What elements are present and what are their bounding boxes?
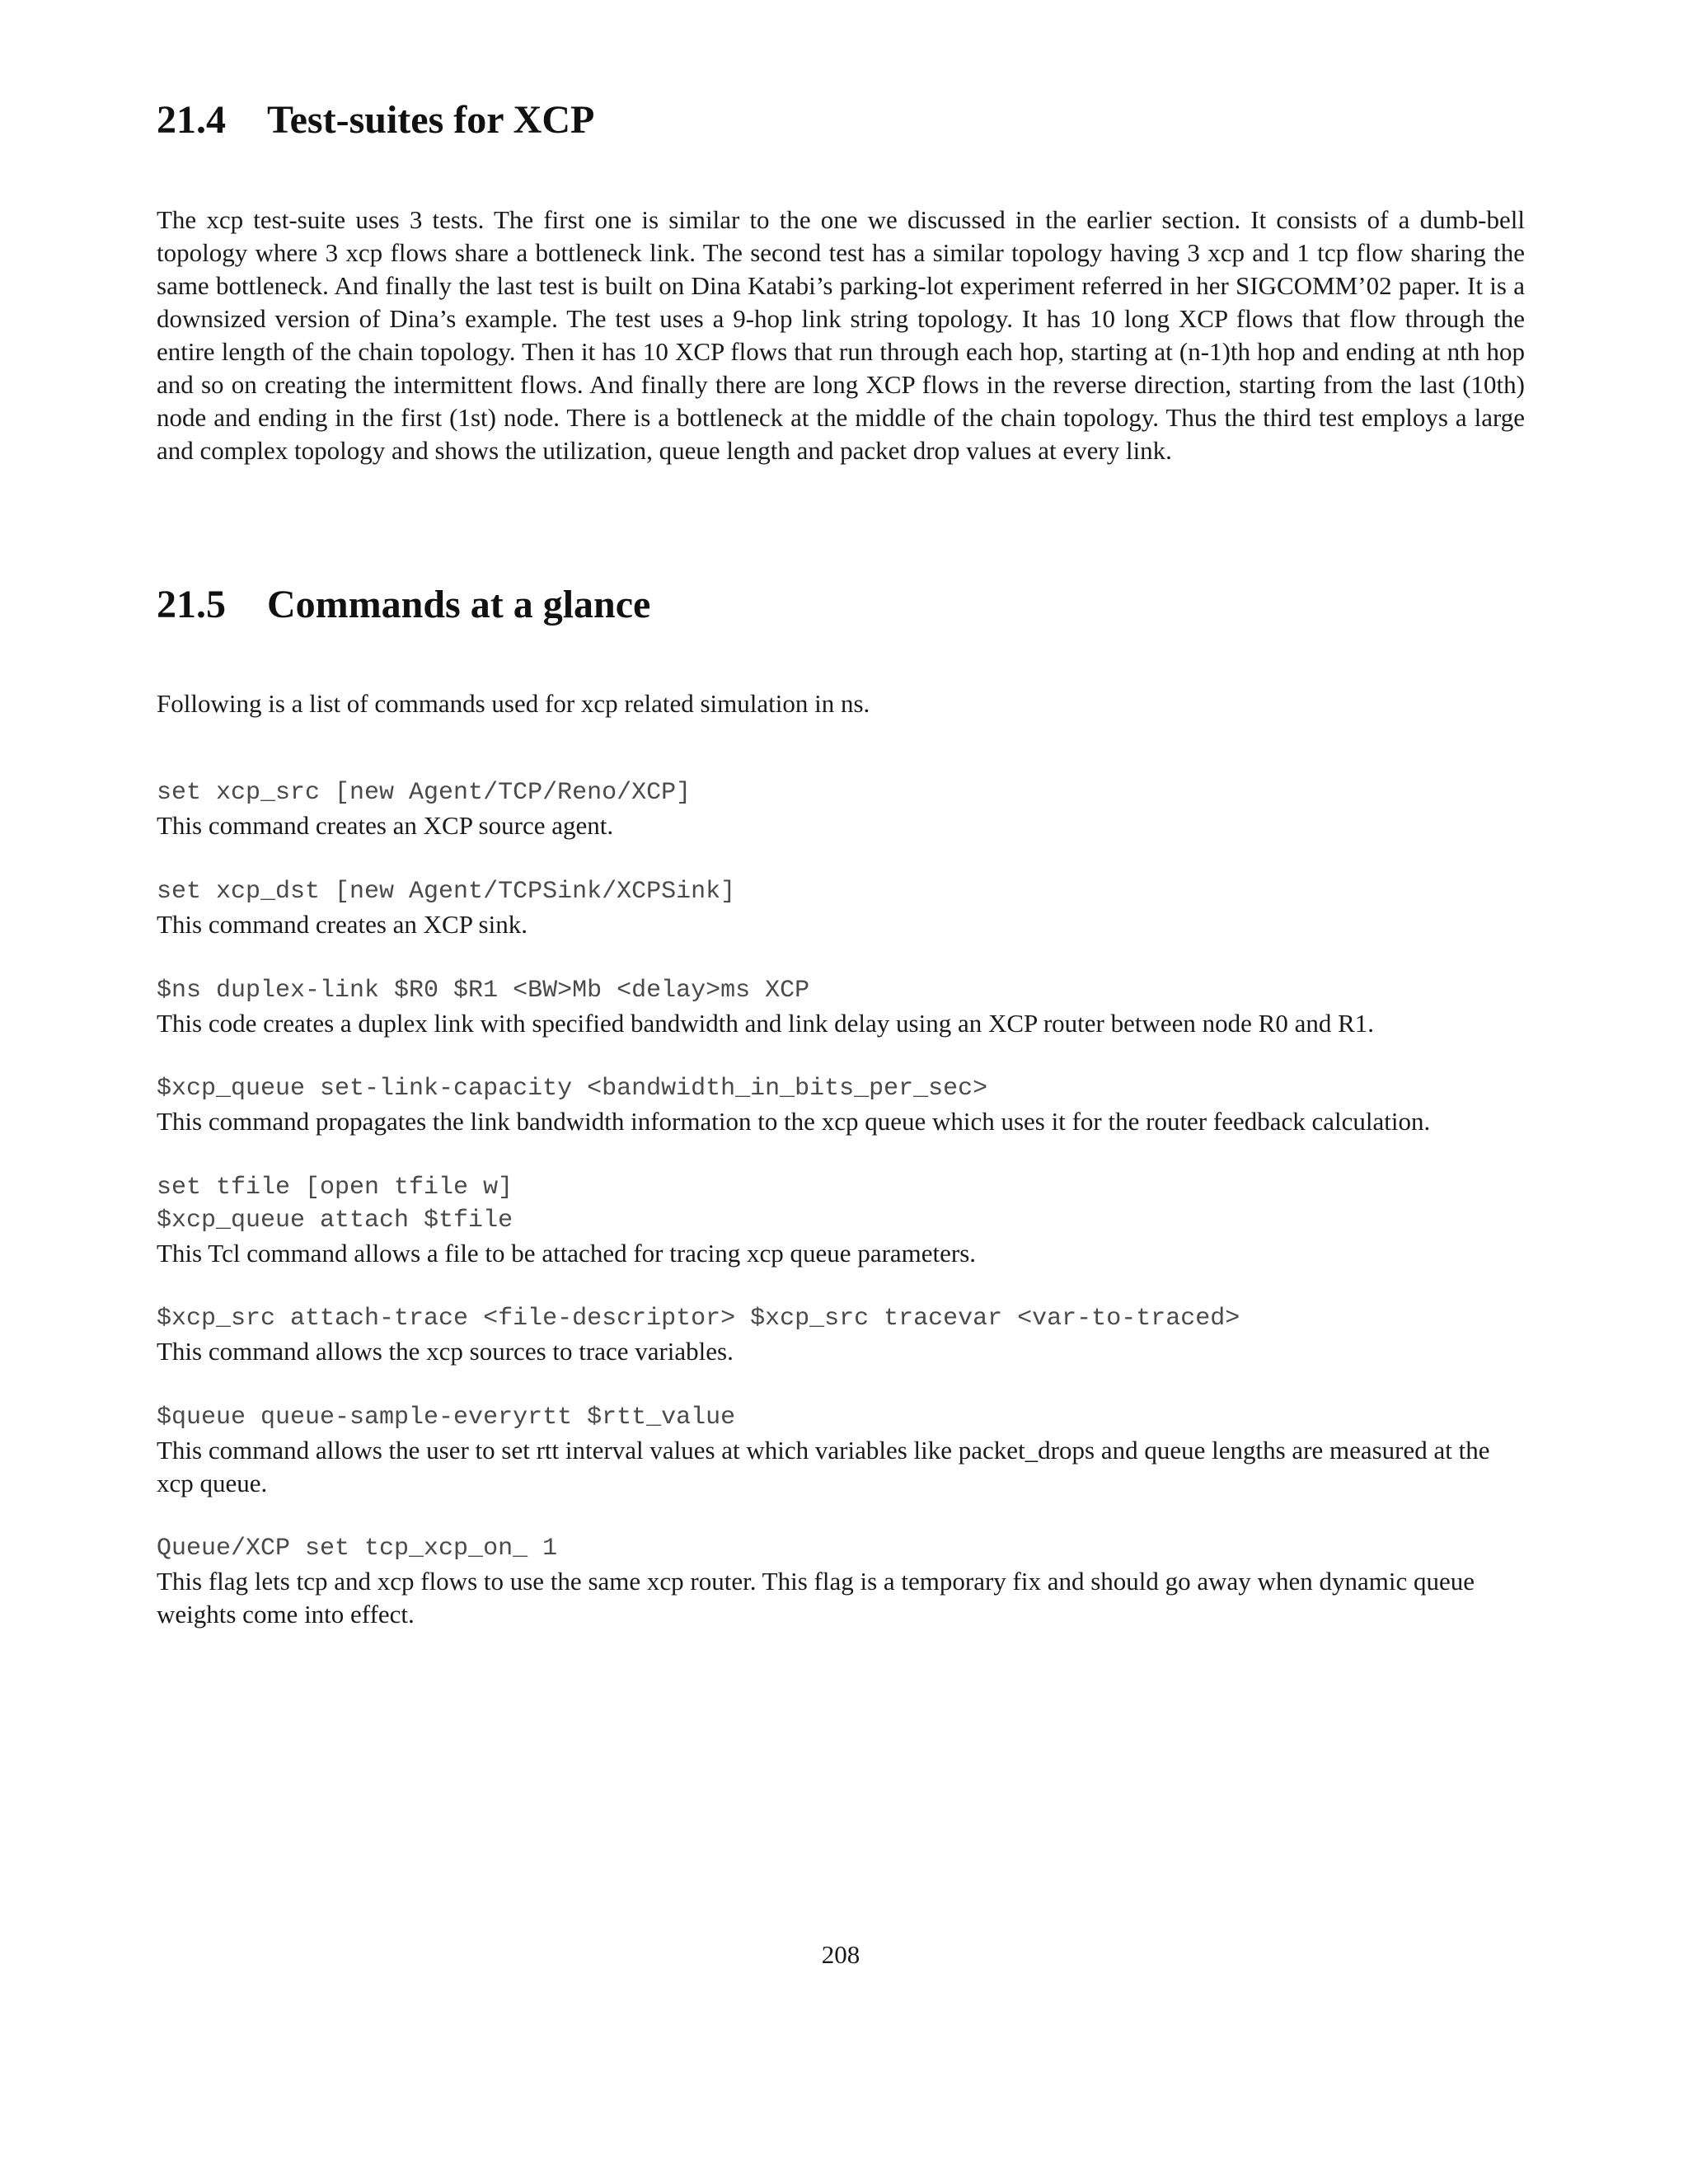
command-code: set xcp_src [new Agent/TCP/Reno/XCP] bbox=[157, 779, 692, 807]
command-entry bbox=[157, 1072, 1525, 1138]
command-code: set tfile [open tfile w] bbox=[157, 1174, 513, 1202]
command-code: $xcp_queue attach $tfile bbox=[157, 1207, 513, 1235]
test-suite-paragraph: The xcp test-suite uses 3 tests. The first one is similar to the one we discussed in the earlier section. It consists of a dumb-bell topology where 3 xcp flows share a bottleneck link. The second test has a similar topology having 3 xcp and 1 tcp flow sharing the same bottleneck. And finally the last test is built on Dina Katabi’s parking-lot experiment referred in her SIGCOMM’02 paper. It is a downsized version of Dina’s example. The test uses a 9-hop link string topology. It has 10 long XCP flows that flow through the entire length of the chain topology. Then it has 10 XCP flows that run through each hop, starting at (n-1)th hop and ending at nth hop and so on creating the intermittent flows. And finally there are long XCP flows in the reverse direction, starting from the last (10th) node and ending in the first (1st) node. There is a bottleneck at the middle of the chain topology. Thus the third test employs a large and complex topology and shows the utilization, queue length and packet drop values at every link. bbox=[157, 205, 1525, 465]
section-heading-commands bbox=[157, 582, 650, 628]
command-code: $xcp_queue set-link-capacity <bandwidth_in_bits_per_sec> bbox=[157, 1075, 988, 1103]
command-description: This command allows the xcp sources to trace variables. bbox=[157, 1337, 734, 1366]
command-description: This command propagates the link bandwidth information to the xcp queue which uses it for the router feedback calculation. bbox=[157, 1107, 1431, 1136]
command-description: This Tcl command allows a file to be attached for tracing xcp queue parameters. bbox=[157, 1239, 977, 1268]
command-code: Queue/XCP set tcp_xcp_on_ 1 bbox=[157, 1535, 558, 1563]
section-title: Commands at a glance bbox=[267, 583, 651, 626]
command-code: $queue queue-sample-everyrtt $rtt_value bbox=[157, 1404, 736, 1432]
command-description: This command allows the user to set rtt interval values at which variables like packet_drops and queue lengths are measured at the xcp queue. bbox=[157, 1436, 1490, 1497]
section-number: 21.4 bbox=[157, 98, 226, 142]
section-heading-test-suites bbox=[157, 97, 594, 143]
command-entry bbox=[157, 1171, 1525, 1270]
commands-intro-paragraph: Following is a list of commands used for xcp related simulation in ns. bbox=[157, 689, 870, 718]
command-code: $ns duplex-link $R0 $R1 <BW>Mb <delay>ms XCP bbox=[157, 977, 810, 1005]
command-entry bbox=[157, 1401, 1525, 1500]
command-entry bbox=[157, 1532, 1525, 1631]
command-description: This flag lets tcp and xcp flows to use the same xcp router. This flag is a temporary fix and should go away when dynamic queue weights come into effect. bbox=[157, 1567, 1475, 1629]
command-description: This code creates a duplex link with specified bandwidth and link delay using an XCP router between node R0 and R1. bbox=[157, 1009, 1375, 1038]
command-code: $xcp_src attach-trace <file-descriptor> $xcp_src tracevar <var-to-traced> bbox=[157, 1305, 1240, 1333]
command-entry bbox=[157, 875, 1525, 941]
command-description: This command creates an XCP source agent. bbox=[157, 811, 614, 840]
command-entry bbox=[157, 776, 1525, 842]
page-number: 208 bbox=[821, 1940, 860, 1969]
section-title: Test-suites for XCP bbox=[267, 98, 595, 142]
command-description: This command creates an XCP sink. bbox=[157, 910, 528, 939]
command-entry bbox=[157, 974, 1525, 1040]
command-entry bbox=[157, 1302, 1525, 1368]
command-code: set xcp_dst [new Agent/TCPSink/XCPSink] bbox=[157, 878, 736, 906]
section-number: 21.5 bbox=[157, 583, 226, 626]
